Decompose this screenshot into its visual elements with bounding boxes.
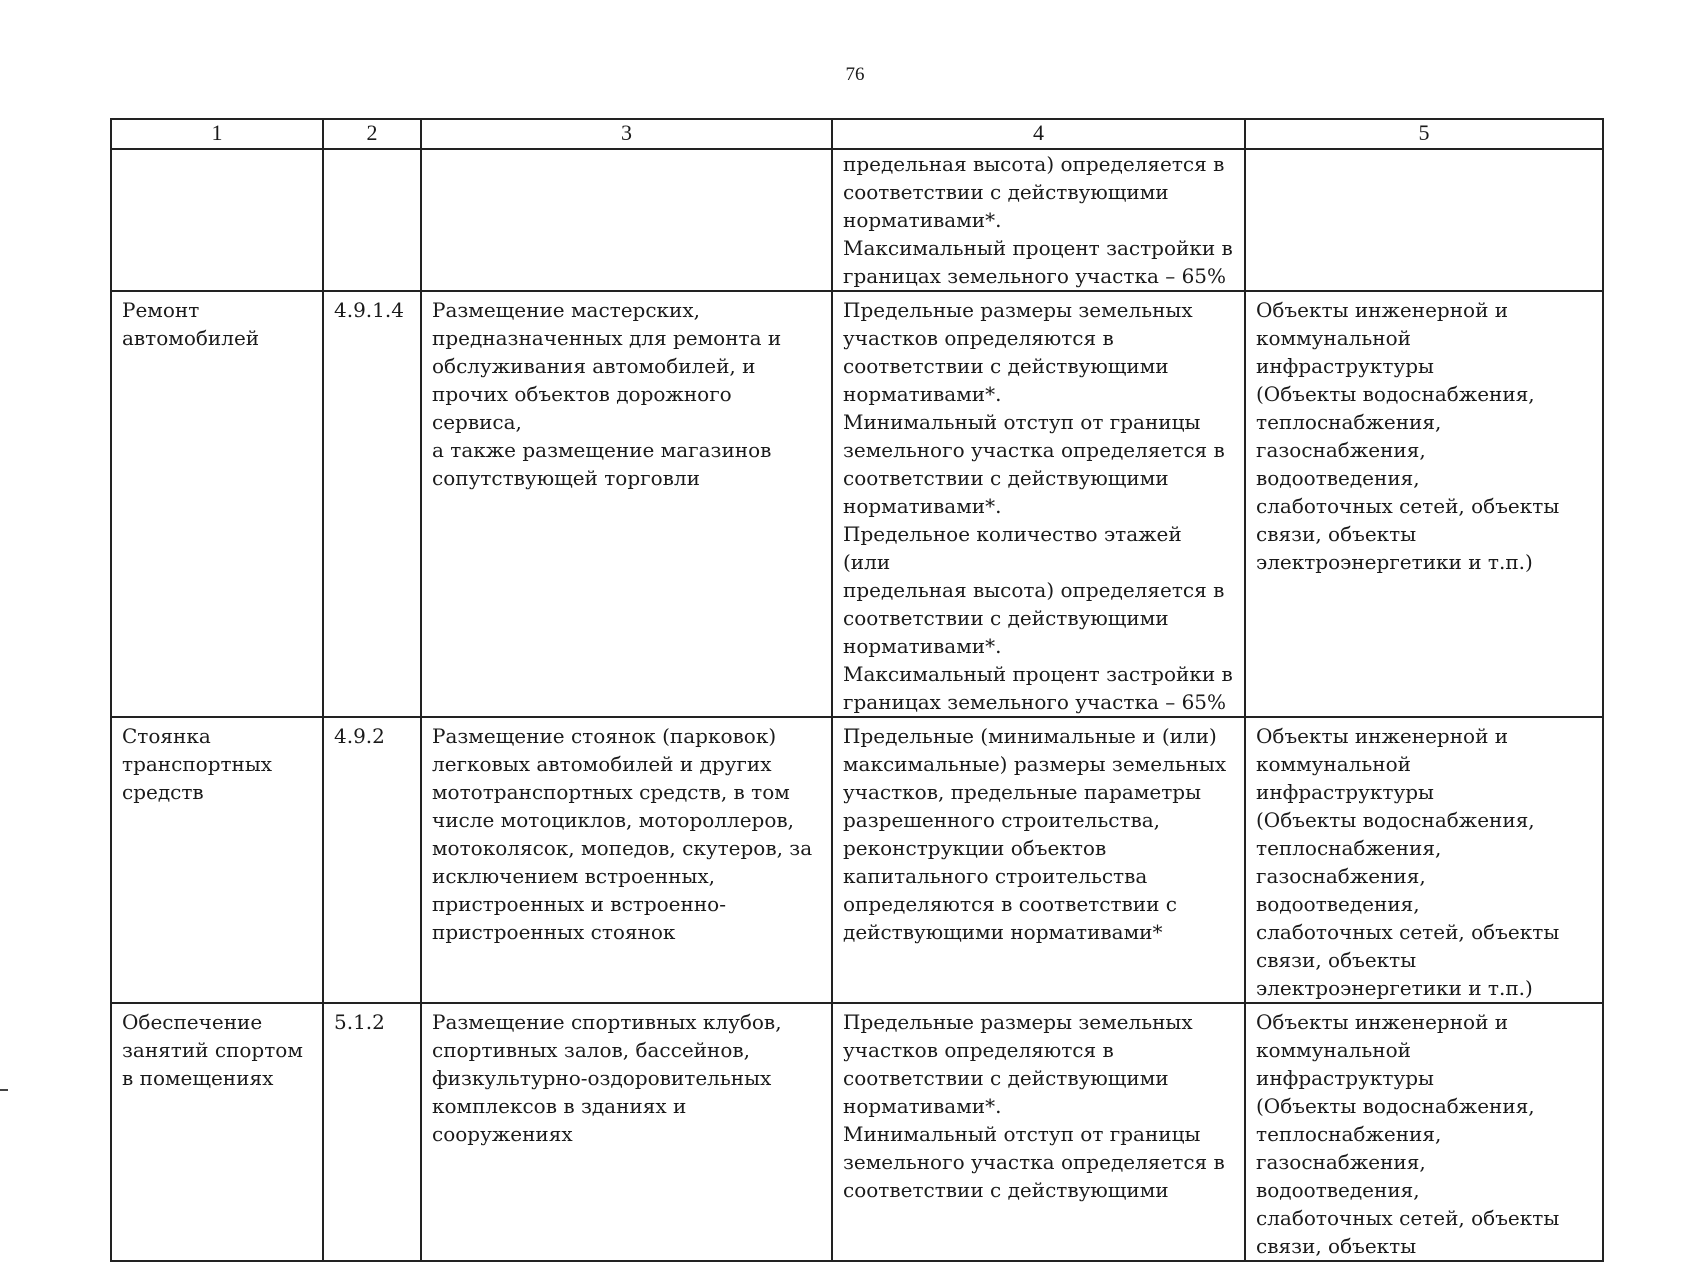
column-header-1: 1: [111, 119, 323, 149]
use-type-code-cell: 4.9.2: [323, 717, 421, 1003]
auxiliary-objects-cell: Объекты инженерной и коммунальной инфраструктуры (Объекты водоснабжения, теплоснабжения, газоснабжения, водоотведения, слаботочных сетей, объекты связи, объекты: [1245, 1003, 1603, 1261]
table-row-vehicle-parking: [111, 717, 1603, 1003]
parameters-cell: Предельные (минимальные и (или) максимальные) размеры земельных участков, предельные параметры разрешенного строительства, реконструкции объектов капитального строительства определяются в соответствии с действующими нормативами*: [832, 717, 1245, 1003]
use-description-cell: Размещение стоянок (парковок) легковых автомобилей и других мототранспортных средств, в том числе мотоциклов, мотороллеров, мотоколясок, мопедов, скутеров, за исключением встроенных, пристроенных и встроенно- пристроенных стоянок: [421, 717, 832, 1003]
use-description-cell: Размещение спортивных клубов, спортивных залов, бассейнов, физкультурно-оздоровительных комплексов в зданиях и сооружениях: [421, 1003, 832, 1261]
scan-edge-mark: [0, 1089, 8, 1091]
column-header-3: 3: [421, 119, 832, 149]
auxiliary-objects-cell: Объекты инженерной и коммунальной инфраструктуры (Объекты водоснабжения, теплоснабжения, газоснабжения, водоотведения, слаботочных сетей, объекты связи, объекты электроэнергетики и т.п.): [1245, 717, 1603, 1003]
auxiliary-objects-cell: Объекты инженерной и коммунальной инфраструктуры (Объекты водоснабжения, теплоснабжения, газоснабжения, водоотведения, слаботочных сетей, объекты связи, объекты электроэнергетики и т.п.): [1245, 291, 1603, 717]
page-number: 76: [845, 64, 865, 85]
use-description-cell: [421, 149, 832, 291]
use-type-name-cell: [111, 149, 323, 291]
use-type-code-cell: [323, 149, 421, 291]
column-header-4: 4: [832, 119, 1245, 149]
use-type-name-cell: Ремонт автомобилей: [111, 291, 323, 717]
use-type-code-cell: 4.9.1.4: [323, 291, 421, 717]
table-row-indoor-sports: [111, 1003, 1603, 1261]
table-row-car-repair: [111, 291, 1603, 717]
auxiliary-objects-cell: [1245, 149, 1603, 291]
land-use-regulations-table: [110, 118, 1604, 1262]
parameters-cell: Предельные размеры земельных участков определяются в соответствии с действующими нормативами*. Минимальный отступ от границы земельного участка определяется в соответствии с действующими: [832, 1003, 1245, 1261]
column-header-2: 2: [323, 119, 421, 149]
use-type-name-cell: Стоянка транспортных средств: [111, 717, 323, 1003]
column-number-header-row: [111, 119, 1603, 149]
use-description-cell: Размещение мастерских, предназначенных для ремонта и обслуживания автомобилей, и прочих объектов дорожного сервиса, а также размещение магазинов сопутствующей торговли: [421, 291, 832, 717]
parameters-cell: Предельные размеры земельных участков определяются в соответствии с действующими нормативами*. Минимальный отступ от границы земельного участка определяется в соответствии с действующими нормативами*. Предельное количество этажей (или предельная высота) определяется в соответствии с действующими нормативами*. Максимальный процент застройки в границах земельного участка – 65%: [832, 291, 1245, 717]
table-row-continuation: [111, 149, 1603, 291]
column-header-5: 5: [1245, 119, 1603, 149]
use-type-name-cell: Обеспечение занятий спортом в помещениях: [111, 1003, 323, 1261]
parameters-cell: предельная высота) определяется в соответствии с действующими нормативами*. Максимальный процент застройки в границах земельного участка – 65%: [832, 149, 1245, 291]
use-type-code-cell: 5.1.2: [323, 1003, 421, 1261]
